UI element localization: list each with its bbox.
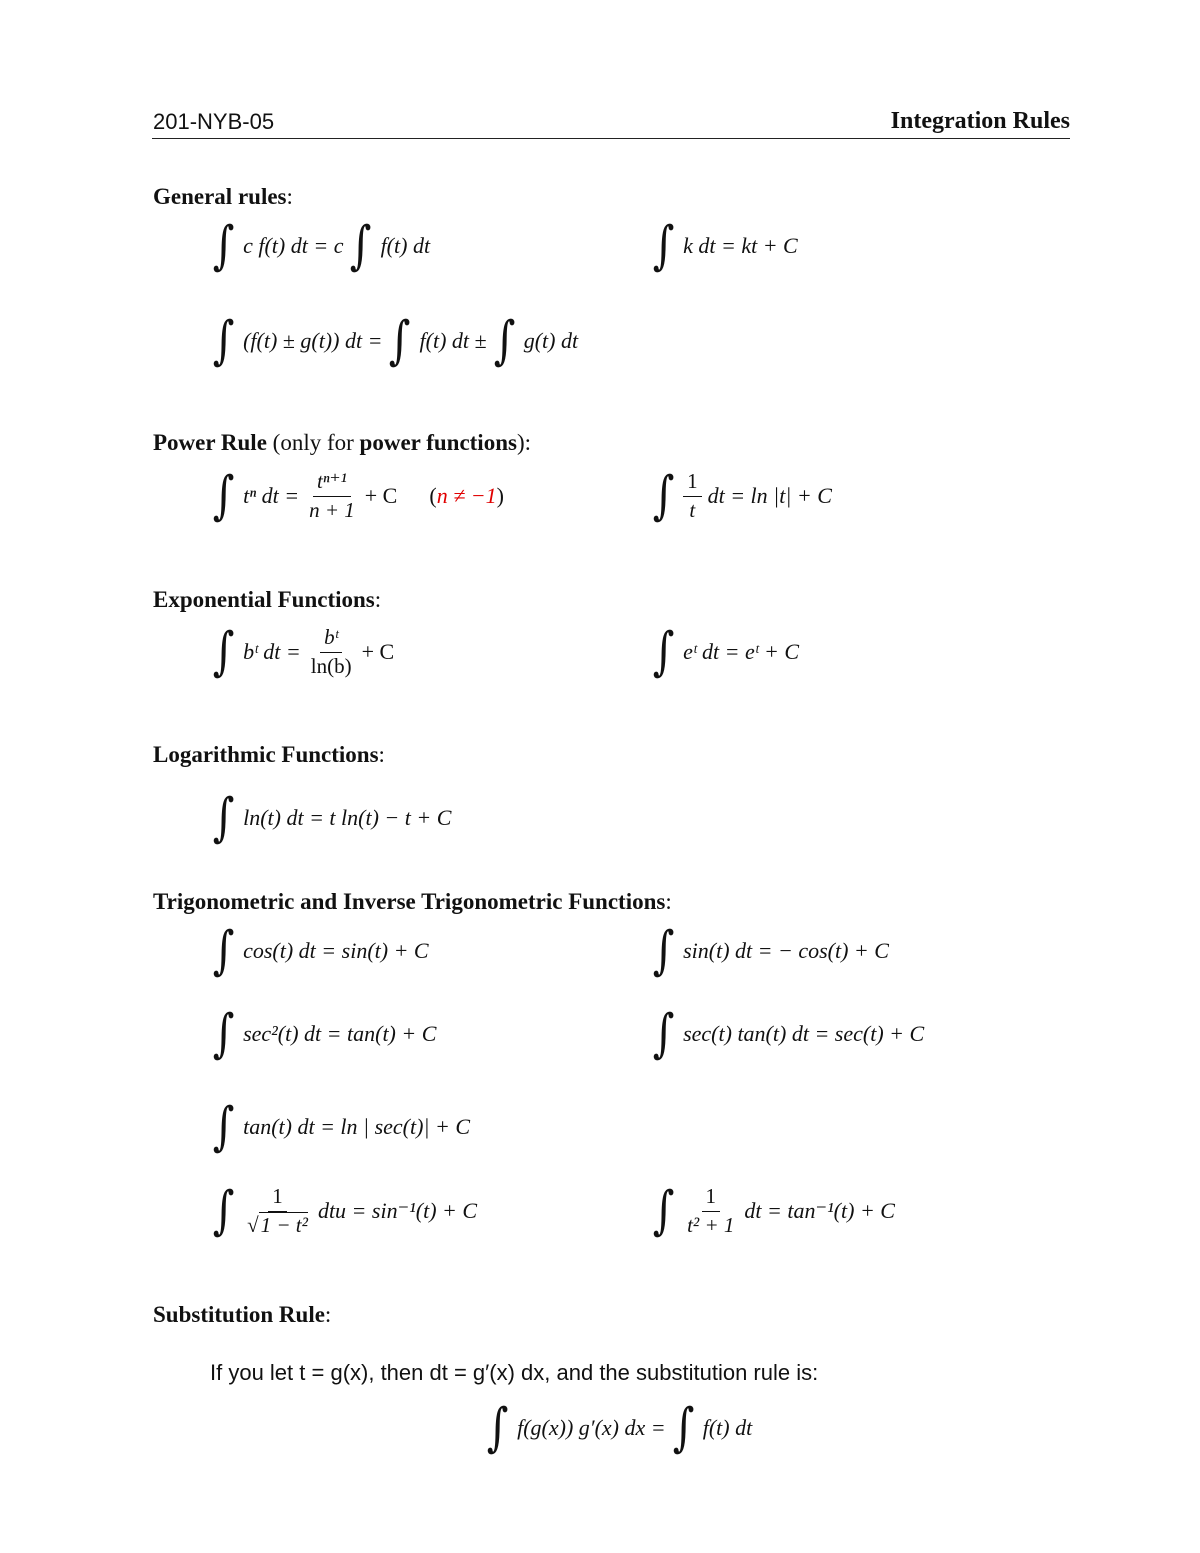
section-substitution-title: Substitution Rule bbox=[153, 1302, 325, 1327]
integral-sign: ∫ bbox=[652, 216, 675, 276]
colon: : bbox=[374, 587, 382, 612]
formula-part: dt = tan⁻¹(t) + C bbox=[744, 1198, 895, 1223]
integral-sign: ∫ bbox=[212, 622, 235, 682]
formula-exponential-e bbox=[650, 622, 799, 682]
integral-sign: ∫ bbox=[652, 1004, 675, 1064]
formula-part: bᵗ dt = bbox=[243, 639, 301, 664]
page-title: Integration Rules bbox=[890, 108, 1070, 134]
formula-power-rule bbox=[210, 466, 504, 526]
paren: ( bbox=[429, 483, 437, 508]
formula-cos bbox=[210, 921, 429, 981]
formula-exponential-base-b bbox=[210, 622, 395, 682]
integral-sign: ∫ bbox=[212, 216, 235, 276]
formula-part: + C bbox=[361, 639, 395, 664]
section-exponential-title: Exponential Functions bbox=[153, 587, 375, 612]
section-power bbox=[153, 430, 531, 456]
power-rule-condition: n ≠ −1 bbox=[436, 483, 497, 508]
formula-sin bbox=[650, 921, 889, 981]
formula-sec-tan bbox=[650, 1004, 925, 1064]
section-logarithmic bbox=[153, 742, 385, 768]
integral-sign: ∫ bbox=[652, 1181, 675, 1241]
section-power-note-end: ): bbox=[516, 430, 532, 455]
denominator: t² + 1 bbox=[687, 1212, 735, 1237]
integral-sign: ∫ bbox=[493, 311, 515, 371]
colon: : bbox=[378, 742, 385, 767]
integral-sign: ∫ bbox=[350, 216, 372, 276]
formula-sec-squared bbox=[210, 1004, 437, 1064]
section-substitution bbox=[153, 1302, 331, 1328]
formula-part: sec²(t) dt = tan(t) + C bbox=[243, 1021, 437, 1046]
formula-reciprocal bbox=[650, 466, 832, 526]
formula-part: tⁿ dt = bbox=[243, 483, 300, 508]
header-rule bbox=[152, 138, 1070, 139]
formula-part: ln(t) dt = t ln(t) − t + C bbox=[243, 805, 452, 830]
section-general bbox=[153, 184, 293, 210]
formula-part: dtu = sin⁻¹(t) + C bbox=[317, 1198, 478, 1223]
integral-sign: ∫ bbox=[212, 1004, 235, 1064]
integral-sign: ∫ bbox=[389, 311, 411, 371]
section-power-title: Power Rule bbox=[153, 430, 267, 455]
formula-part: tan(t) dt = ln | sec(t)| + C bbox=[243, 1114, 471, 1139]
formula-part: f(t) dt bbox=[380, 233, 431, 258]
formula-part: f(t) dt ± bbox=[419, 328, 487, 353]
section-exponential bbox=[153, 587, 381, 613]
formula-part: k dt = kt + C bbox=[683, 233, 798, 258]
formula-part: sec(t) tan(t) dt = sec(t) + C bbox=[683, 1021, 925, 1046]
formula-part: g(t) dt bbox=[523, 328, 579, 353]
formula-constant bbox=[650, 216, 798, 276]
colon: : bbox=[665, 889, 672, 914]
formula-logarithm bbox=[210, 788, 452, 848]
formula-part: f(g(x)) g′(x) dx = bbox=[517, 1415, 666, 1440]
section-trig bbox=[153, 889, 672, 915]
denominator: n + 1 bbox=[309, 497, 355, 522]
formula-sum-difference bbox=[210, 311, 579, 371]
formula-substitution bbox=[484, 1398, 753, 1458]
section-power-emphasis: power functions bbox=[359, 430, 517, 455]
colon: : bbox=[286, 184, 293, 209]
numerator: 1 bbox=[702, 1185, 721, 1211]
denominator: t bbox=[689, 497, 696, 522]
fraction bbox=[683, 470, 702, 521]
integral-sign: ∫ bbox=[652, 466, 675, 526]
formula-part: (f(t) ± g(t)) dt = bbox=[243, 328, 383, 353]
integral-sign: ∫ bbox=[652, 921, 675, 981]
integral-sign: ∫ bbox=[212, 1181, 235, 1241]
denominator: ln(b) bbox=[310, 653, 352, 678]
integral-sign: ∫ bbox=[212, 311, 235, 371]
fraction bbox=[305, 470, 359, 521]
numerator: tⁿ⁺¹ bbox=[313, 470, 351, 496]
integral-sign: ∫ bbox=[212, 466, 235, 526]
integral-sign: ∫ bbox=[672, 1398, 695, 1458]
formula-part: eᵗ dt = eᵗ + C bbox=[683, 639, 799, 664]
formula-tan bbox=[210, 1097, 471, 1157]
formula-part: f(t) dt bbox=[702, 1415, 753, 1440]
denominator bbox=[243, 1212, 312, 1237]
radicand: 1 − t² bbox=[260, 1212, 308, 1237]
integral-sign: ∫ bbox=[212, 1097, 235, 1157]
formula-part: c f(t) dt = c bbox=[243, 233, 344, 258]
formula-part: cos(t) dt = sin(t) + C bbox=[243, 938, 429, 963]
course-code: 201-NYB-05 bbox=[153, 109, 275, 134]
formula-arctan bbox=[650, 1181, 895, 1241]
integral-sign: ∫ bbox=[212, 921, 235, 981]
substitution-explanation: If you let t = g(x), then dt = g′(x) dx, and the substitution rule is: bbox=[210, 1360, 819, 1385]
formula-part: sin(t) dt = − cos(t) + C bbox=[683, 938, 889, 963]
fraction bbox=[683, 1185, 738, 1236]
integral-sign: ∫ bbox=[652, 622, 675, 682]
formula-constant-multiple bbox=[210, 216, 431, 276]
fraction bbox=[243, 1185, 312, 1236]
integral-sign: ∫ bbox=[486, 1398, 509, 1458]
section-general-title: General rules bbox=[153, 184, 287, 209]
colon: : bbox=[324, 1302, 332, 1327]
fraction bbox=[307, 626, 356, 677]
section-power-note: (only for bbox=[272, 430, 354, 455]
numerator: bᵗ bbox=[320, 626, 342, 652]
formula-arcsin bbox=[210, 1181, 478, 1241]
formula-part: dt = ln |t| + C bbox=[707, 483, 832, 508]
numerator: 1 bbox=[268, 1185, 287, 1211]
sqrt-sign: √ bbox=[247, 1212, 259, 1237]
paren: ) bbox=[496, 483, 504, 508]
formula-part: + C bbox=[364, 483, 398, 508]
section-logarithmic-title: Logarithmic Functions bbox=[153, 742, 379, 767]
numerator: 1 bbox=[683, 470, 702, 496]
section-trig-title: Trigonometric and Inverse Trigonometric Functions bbox=[153, 889, 666, 914]
integral-sign: ∫ bbox=[212, 788, 235, 848]
